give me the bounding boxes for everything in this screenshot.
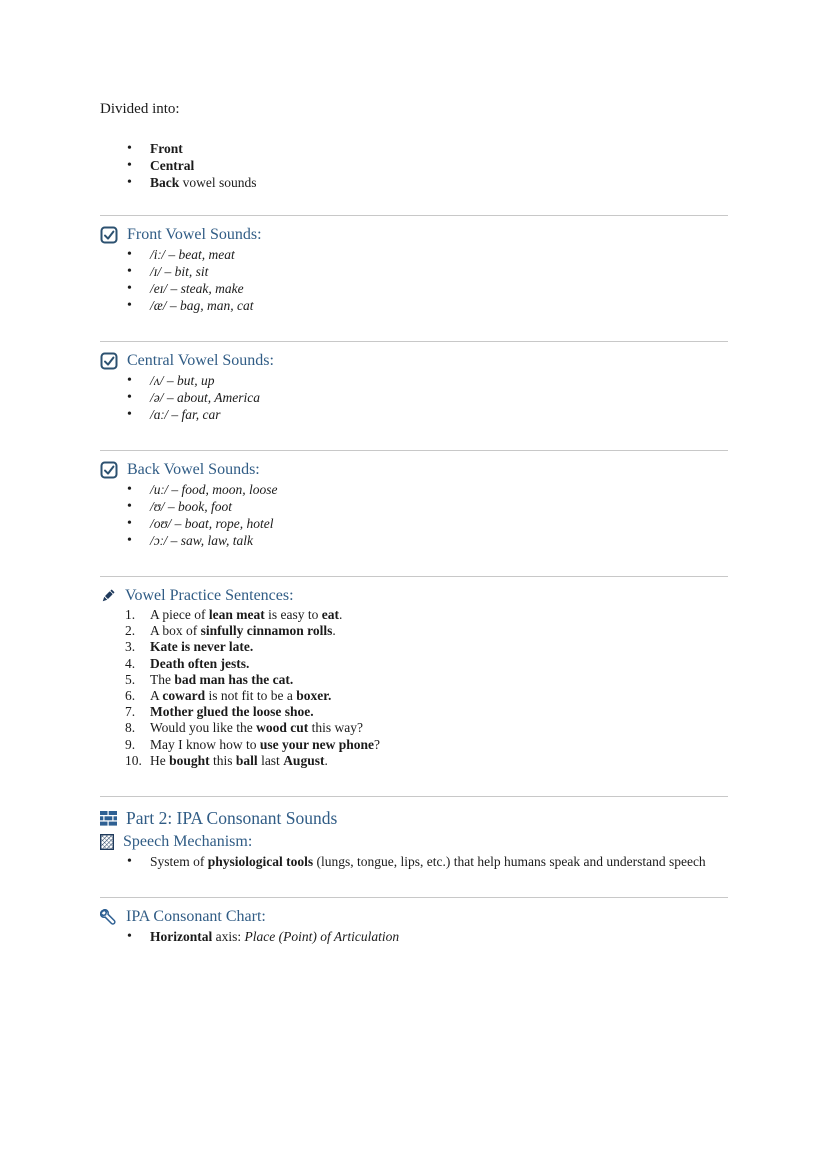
section-divider xyxy=(100,897,728,898)
section-divider xyxy=(100,215,728,216)
practice-sentence-list xyxy=(100,607,728,769)
section-title: Vowel Practice Sentences: xyxy=(125,587,294,604)
checkbox-icon xyxy=(100,352,118,370)
list-item: A piece of lean meat is easy to eat. xyxy=(150,607,343,622)
list-item: • Back vowel sounds xyxy=(100,174,728,191)
list-item: Death often jests. xyxy=(150,655,250,671)
list-item: • /æ/ – bag, man, cat xyxy=(100,297,728,314)
list-item: • /ɑː/ – far, car xyxy=(100,406,728,423)
section-divider xyxy=(100,450,728,451)
list-item: • /iː/ – beat, meat xyxy=(100,246,728,263)
wrench-icon xyxy=(100,909,117,926)
list-item: • Front xyxy=(100,140,728,157)
list-item: • Central xyxy=(100,157,728,174)
speech-bullet-list xyxy=(100,853,728,870)
list-item: • Horizontal axis: Place (Point) of Articulation xyxy=(100,928,728,945)
list-item: • /ɔː/ – saw, law, talk xyxy=(100,532,728,549)
list-item: May I know how to use your new phone? xyxy=(150,736,381,752)
list-item: He bought this ball last August. xyxy=(150,752,328,768)
brick-wall-icon xyxy=(100,811,117,826)
list-item: • /ɪ/ – bit, sit xyxy=(100,263,728,280)
section-title: Back Vowel Sounds: xyxy=(127,461,260,478)
section-title: Part 2: IPA Consonant Sounds xyxy=(126,808,338,829)
section-divider xyxy=(100,796,728,797)
front-vowel-list xyxy=(100,246,728,314)
list-item: • /oʊ/ – boat, rope, hotel xyxy=(100,515,728,532)
part2-heading xyxy=(100,806,728,830)
list-item: • /ʊ/ – book, foot xyxy=(100,498,728,515)
list-item: • System of physiological tools (lungs, tongue, lips, etc.) that help humans speak and understand speech xyxy=(100,853,728,870)
document-content xyxy=(100,100,728,945)
pen-icon xyxy=(100,588,116,604)
back-vowels-heading xyxy=(100,459,728,481)
list-item: Kate is never late. xyxy=(150,639,254,655)
list-item: • /ʌ/ – but, up xyxy=(100,372,728,389)
central-vowels-heading xyxy=(100,350,728,372)
hatched-document-icon xyxy=(100,834,114,850)
checkbox-icon xyxy=(100,461,118,479)
section-title: Speech Mechanism: xyxy=(123,833,253,851)
list-item: • /uː/ – food, moon, loose xyxy=(100,481,728,498)
intro-heading: Divided into: xyxy=(100,101,180,117)
practice-heading xyxy=(100,585,728,607)
list-item: • /eɪ/ – steak, make xyxy=(100,280,728,297)
section-divider xyxy=(100,576,728,577)
intro-bullet-list xyxy=(100,140,728,191)
chart-bullet-list xyxy=(100,928,728,945)
back-vowel-list xyxy=(100,481,728,549)
central-vowel-list xyxy=(100,372,728,423)
list-item: A coward is not fit to be a boxer. xyxy=(150,688,332,704)
list-item: A box of sinfully cinnamon rolls. xyxy=(150,623,336,639)
section-title: Central Vowel Sounds: xyxy=(127,352,274,369)
checkbox-icon xyxy=(100,226,118,244)
list-item: Mother glued the loose shoe. xyxy=(150,704,314,720)
speech-mechanism-heading xyxy=(100,831,728,853)
section-title: IPA Consonant Chart: xyxy=(126,908,266,926)
front-vowels-heading xyxy=(100,224,728,246)
list-item: Would you like the wood cut this way? xyxy=(150,720,364,736)
consonant-chart-heading xyxy=(100,906,728,928)
list-item: • /ə/ – about, America xyxy=(100,389,728,406)
section-title: Front Vowel Sounds: xyxy=(127,226,262,243)
list-item: The bad man has the cat. xyxy=(150,671,294,687)
section-divider xyxy=(100,341,728,342)
